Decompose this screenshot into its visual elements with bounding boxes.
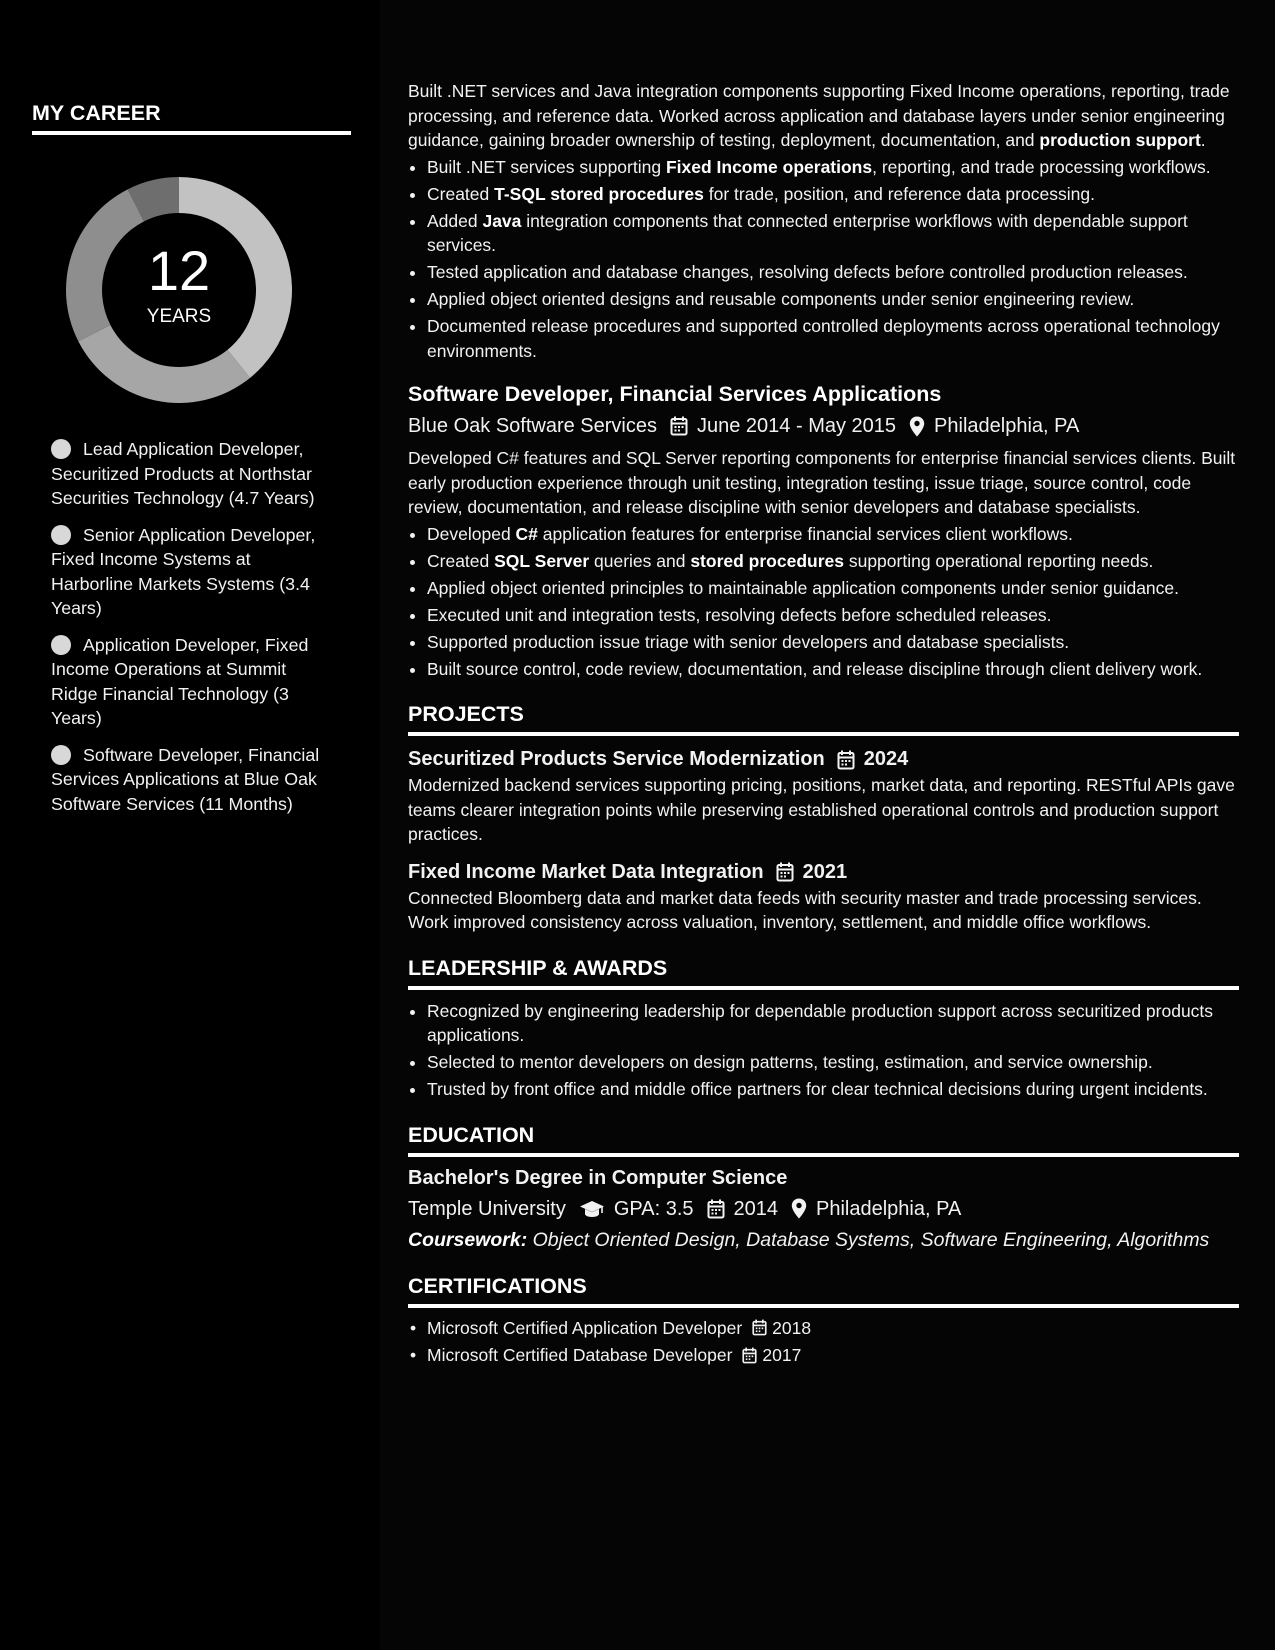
career-dot-icon: [51, 745, 71, 765]
job2-bullet: [427, 522, 1239, 547]
job1-summary-bold: production support: [1039, 130, 1201, 150]
location-pin-icon: [909, 416, 925, 437]
graduation-cap-icon: [579, 1200, 605, 1218]
certifications-heading: CERTIFICATIONS: [408, 1273, 587, 1298]
coursework-text: Object Oriented Design, Database Systems, Software Engineering, Algorithms: [532, 1228, 1210, 1251]
job1-summary-text: Built .NET services and Java integration components supporting Fixed Income operations, reporting, trade processing, and reference data. Worked across application and database layers under senior engineering guidance, gaining broader ownership of testing, deployment, documentation, and: [408, 81, 1230, 150]
career-dot-icon: [51, 525, 71, 545]
calendar-icon: [837, 750, 855, 770]
career-item: [51, 633, 326, 731]
certification-year: 2017: [762, 1345, 802, 1365]
project-1-title: Securitized Products Service Modernization: [408, 748, 825, 770]
job1-bullet: [427, 209, 1239, 258]
job2-company: Blue Oak Software Services: [408, 415, 657, 437]
leadership-item: • Trusted by front office and middle office partners for clear technical decisions during urgent incidents.: [427, 1077, 1239, 1102]
calendar-icon: [742, 1347, 757, 1364]
projects-heading: PROJECTS: [408, 702, 524, 726]
education-coursework: [408, 1227, 1239, 1253]
education-school: Temple University: [408, 1197, 566, 1220]
leadership-heading: LEADERSHIP & AWARDS: [408, 955, 668, 980]
leadership-rule: [408, 986, 1239, 990]
bullet-text: application features for enterprise financial services client workflows.: [537, 523, 1073, 544]
bullet-bold: T-SQL stored procedures: [494, 183, 704, 204]
job2-summary: Developed C# features and SQL Server reporting components for enterprise financial services clients. Built early production experience through unit testing, integration testing, issue triage, source control, code review, documentation, and release discipline with senior developers and database specialists.: [408, 448, 1236, 517]
career-item-text: Software Developer, Financial Services Applications at Blue Oak Software Services (11 Months): [51, 744, 320, 814]
career-list: [51, 437, 326, 828]
bullet-text: Built .NET services supporting: [427, 156, 666, 177]
job2-bullet: • Built source control, code review, documentation, and release discipline through client delivery work.: [427, 657, 1239, 682]
calendar-icon: [752, 1319, 767, 1336]
leadership-item: • Recognized by engineering leadership for dependable production support across securitized products applications.: [427, 999, 1239, 1048]
certifications-rule: [408, 1304, 1239, 1308]
bullet-bold: C#: [515, 523, 538, 544]
job2-meta: [408, 413, 1239, 439]
job1-bullet: • Tested application and database changes, resolving defects before controlled production releases.: [427, 260, 1239, 285]
job2-location: Philadelphia, PA: [934, 415, 1080, 437]
project-2-title-row: [408, 859, 1239, 886]
projects-rule: [408, 732, 1239, 736]
calendar-icon: [776, 862, 794, 882]
career-dot-icon: [51, 439, 71, 459]
education-rule: [408, 1153, 1239, 1157]
job2-bullets: [408, 522, 1239, 682]
job2-bullet: • Supported production issue triage with senior developers and database specialists.: [427, 630, 1239, 655]
project-1-title-row: [408, 746, 1239, 773]
calendar-icon: [670, 416, 688, 436]
bullet-text: queries and: [589, 550, 691, 571]
bullet-text: Created: [427, 550, 495, 571]
job1-bullet: [427, 182, 1239, 207]
bullet-bold: SQL Server: [494, 550, 590, 571]
career-section: [32, 100, 351, 135]
leadership-list: [408, 999, 1239, 1102]
education-gpa: GPA: 3.5: [613, 1197, 694, 1220]
location-pin-icon: [791, 1198, 807, 1219]
bullet-bold: stored procedures: [690, 550, 844, 571]
bullet-text: Added: [427, 210, 483, 231]
job2-bullet: [427, 549, 1239, 574]
bullet-text: for trade, position, and reference data processing.: [703, 183, 1095, 204]
bullet-text: supporting operational reporting needs.: [843, 550, 1154, 571]
career-years-donut: [66, 177, 292, 403]
career-item: [51, 523, 326, 621]
job1-bullet: • Documented release procedures and supported controlled deployments across operational technology environments.: [427, 314, 1239, 363]
job1-bullet: [427, 155, 1239, 180]
career-item: [51, 437, 326, 511]
certifications-section: [408, 1273, 1239, 1368]
education-heading: EDUCATION: [408, 1122, 535, 1147]
bullet-text: Created: [427, 183, 495, 204]
career-item-text: Senior Application Developer, Fixed Income Systems at Harborline Markets Systems (3.4 Years): [51, 524, 316, 618]
project-1-description: Modernized backend services supporting pricing, positions, market data, and reporting. RESTful APIs gave teams clearer integration points while preserving established operational controls and production support practices.: [408, 775, 1235, 844]
project-2-title: Fixed Income Market Data Integration: [408, 860, 764, 883]
calendar-icon: [707, 1199, 725, 1219]
job2-bullet: • Applied object oriented principles to maintainable application components under senior guidance.: [427, 576, 1239, 601]
certification-name: • Microsoft Certified Database Developer: [427, 1345, 733, 1365]
education-section: [408, 1122, 1239, 1253]
career-dot-icon: [51, 635, 71, 655]
education-location: Philadelphia, PA: [816, 1197, 962, 1220]
certification-year: 2018: [772, 1317, 812, 1338]
education-degree: Bachelor's Degree in Computer Science: [408, 1166, 788, 1189]
project-2-description: Connected Bloomberg data and market data feeds with security master and trade processing services. Work improved consistency across valuation, inventory, settlement, and middle office workflows.: [408, 887, 1202, 932]
job2-dates: June 2014 - May 2015: [697, 415, 897, 437]
education-year: 2014: [733, 1197, 778, 1220]
certification-item: [427, 1343, 1239, 1368]
job1-bullets: [408, 155, 1239, 364]
donut-segment: [66, 189, 144, 341]
leadership-item: • Selected to mentor developers on design patterns, testing, estimation, and service ownership.: [427, 1050, 1239, 1075]
education-meta: [408, 1196, 1239, 1222]
job1-summary: [408, 79, 1239, 153]
job2-bullet: • Executed unit and integration tests, resolving defects before scheduled releases.: [427, 603, 1239, 628]
donut-years-label: YEARS: [146, 306, 212, 327]
project-1-year: 2024: [863, 748, 909, 770]
job1-summary-end: .: [1200, 130, 1206, 150]
bullet-text: Developed: [427, 523, 516, 544]
career-heading: MY CAREER: [32, 101, 161, 125]
donut-total-years: 12: [147, 239, 211, 302]
certification-item: [427, 1316, 1239, 1341]
main-column: [408, 79, 1239, 1371]
job2-title: Software Developer, Financial Services Applications: [408, 382, 942, 406]
projects-section: [408, 701, 1239, 935]
career-heading-rule: [32, 131, 351, 135]
career-item: [51, 743, 326, 817]
job1-bullet: • Applied object oriented designs and reusable components under senior engineering review.: [427, 287, 1239, 312]
bullet-text: integration components that connected enterprise workflows with dependable support services.: [427, 210, 1188, 255]
career-item-text: Application Developer, Fixed Income Operations at Summit Ridge Financial Technology (3 Years): [51, 634, 309, 728]
bullet-bold: Fixed Income operations: [665, 156, 873, 177]
certifications-list: [408, 1316, 1239, 1368]
project-2-year: 2021: [802, 860, 848, 883]
bullet-bold: Java: [482, 210, 522, 231]
bullet-text: , reporting, and trade processing workflows.: [872, 156, 1211, 177]
certification-name: • Microsoft Certified Application Developer: [427, 1317, 743, 1338]
coursework-label: Coursework:: [408, 1228, 528, 1251]
donut-segment: [78, 325, 250, 403]
career-item-text: Lead Application Developer, Securitized Products at Northstar Securities Technology (4.7 Years): [51, 439, 315, 508]
leadership-section: [408, 955, 1239, 1102]
